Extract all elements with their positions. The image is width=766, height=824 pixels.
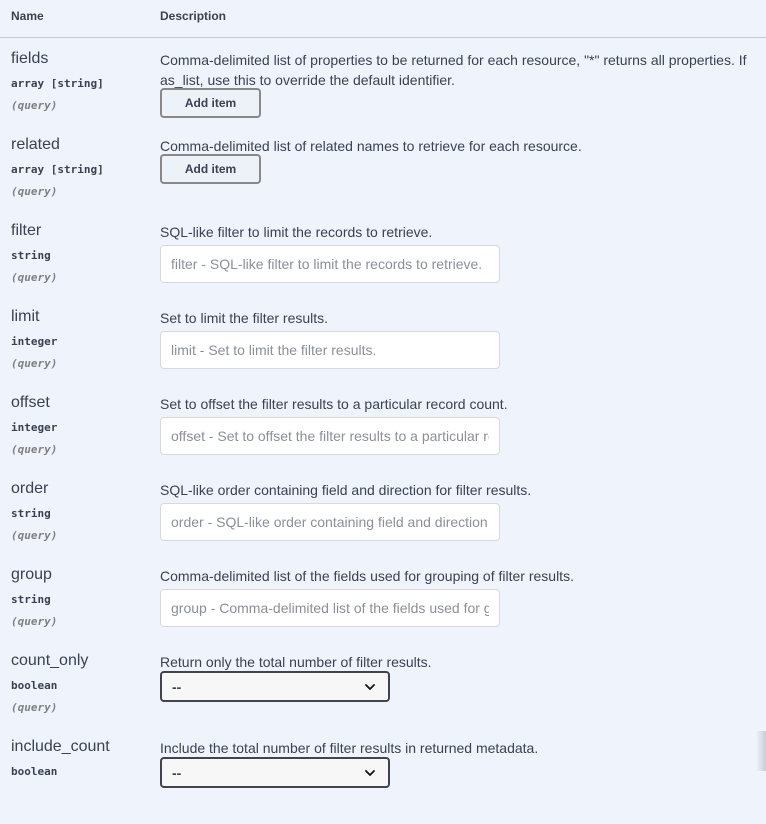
param-type: integer (11, 421, 58, 434)
param-location: (query) (11, 615, 58, 628)
param-description: Set to offset the filter results to a particular record count. (160, 396, 508, 412)
param-type: boolean (11, 765, 58, 778)
param-location: (query) (11, 357, 58, 370)
param-name: filter (11, 222, 42, 239)
param-type: string (11, 507, 51, 520)
param-row-offset (0, 394, 766, 480)
chevron-down-icon (364, 681, 376, 693)
group-input[interactable] (160, 589, 500, 627)
param-row-count-only (0, 652, 766, 738)
window-corner-shadow (756, 731, 766, 771)
param-name: group (11, 566, 52, 583)
param-row-filter (0, 222, 766, 308)
description-column-header: Description (160, 9, 227, 23)
param-description: Comma-delimited list of related names to retrieve for each resource. (160, 138, 582, 154)
name-column-header: Name (11, 9, 44, 23)
param-description: SQL-like order containing field and direction for filter results. (160, 482, 532, 498)
param-type: boolean (11, 679, 58, 692)
limit-input[interactable] (160, 331, 500, 369)
param-name: limit (11, 308, 40, 325)
param-name: related (11, 136, 60, 153)
param-name: include_count (11, 738, 110, 755)
offset-input[interactable] (160, 417, 500, 455)
param-location: (query) (11, 99, 58, 112)
param-description: Return only the total number of filter results. (160, 654, 432, 670)
param-location: (query) (11, 443, 58, 456)
param-row-group (0, 566, 766, 652)
param-row-limit (0, 308, 766, 394)
param-type: string (11, 593, 51, 606)
param-row-order (0, 480, 766, 566)
param-name: order (11, 480, 49, 497)
param-name: offset (11, 394, 50, 411)
param-location: (query) (11, 529, 58, 542)
param-description: Comma-delimited list of properties to be returned for each resource, "*" returns all properties. If as_list, use this to override the default identifier. (160, 52, 747, 88)
select-value: -- (172, 765, 182, 781)
param-description: SQL-like filter to limit the records to retrieve. (160, 224, 433, 240)
filter-input[interactable] (160, 245, 500, 283)
add-item-button[interactable]: Add item (160, 154, 261, 184)
parameters-table-header (0, 0, 766, 38)
param-location: (query) (11, 701, 58, 714)
add-item-button[interactable]: Add item (160, 88, 261, 118)
param-row-related (0, 136, 766, 222)
param-description: Set to limit the filter results. (160, 310, 329, 326)
param-description: Include the total number of filter results in returned metadata. (160, 740, 539, 756)
include-count-select[interactable] (160, 757, 390, 788)
param-name: fields (11, 50, 49, 67)
select-value: -- (172, 679, 182, 695)
param-row-fields (0, 50, 766, 136)
param-location: (query) (11, 185, 58, 198)
param-type: string (11, 249, 51, 262)
chevron-down-icon (364, 767, 376, 779)
order-input[interactable] (160, 503, 500, 541)
param-location: (query) (11, 271, 58, 284)
param-description: Comma-delimited list of the fields used for grouping of filter results. (160, 568, 574, 584)
param-name: count_only (11, 652, 89, 669)
count-only-select[interactable] (160, 671, 390, 702)
param-type: array [string] (11, 77, 104, 90)
param-type: array [string] (11, 163, 104, 176)
param-row-include-count (0, 738, 766, 824)
param-type: integer (11, 335, 58, 348)
